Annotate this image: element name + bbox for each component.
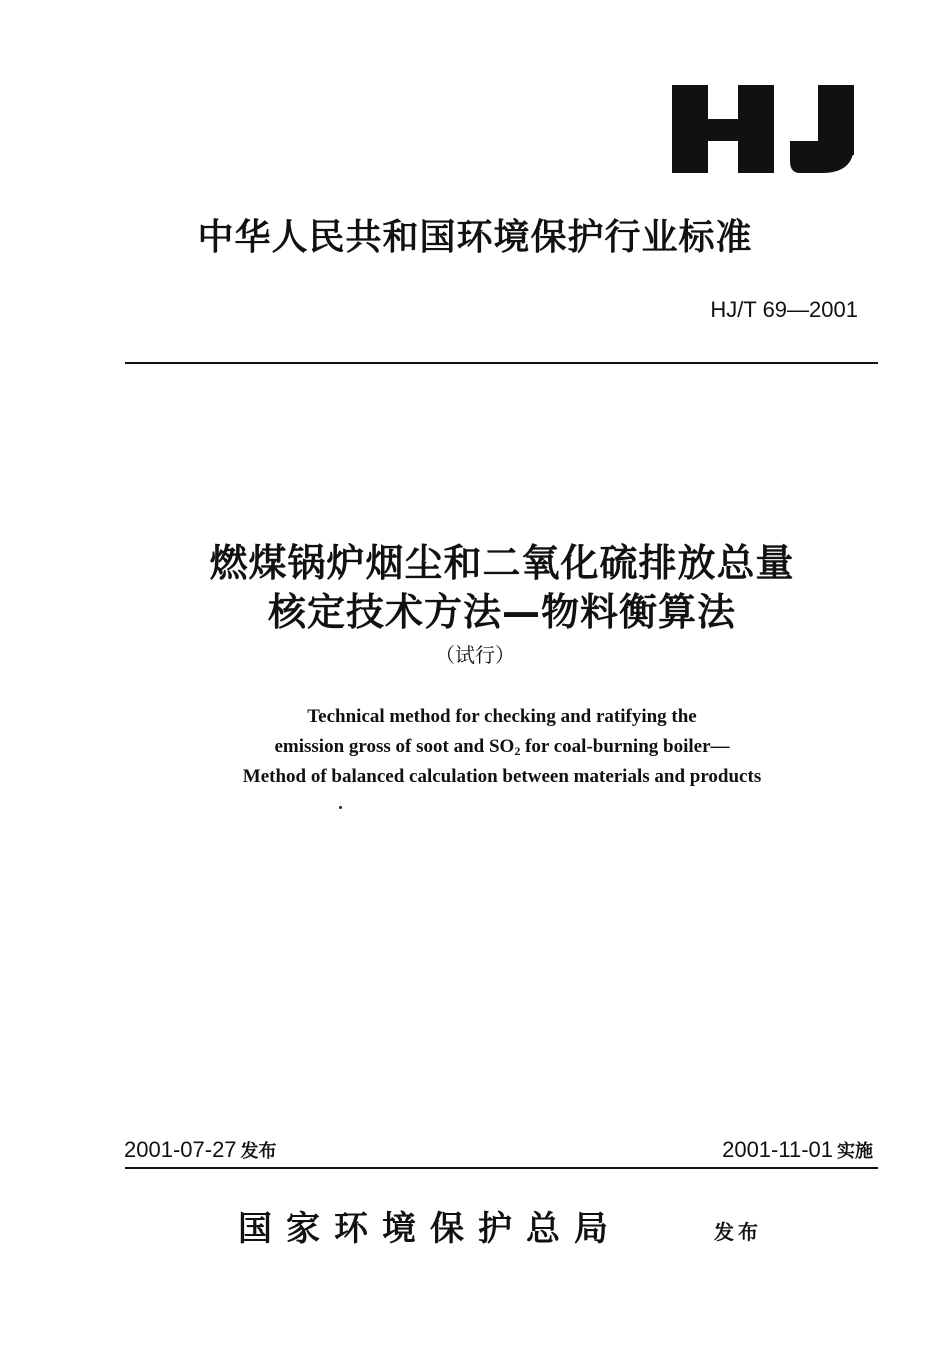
title-cn-line1: 燃煤锅炉烟尘和二氧化硫排放总量	[209, 541, 795, 585]
org-title: 中华人民共和国环境保护行业标准	[197, 217, 753, 258]
title-en-line2-start: emission gross of soot and SO	[274, 736, 515, 757]
publish-label: 发布	[714, 1220, 762, 1244]
title-en-line1: Technical method for checking and ratifying the	[307, 706, 697, 727]
issue-date-block	[124, 1134, 277, 1168]
title-cn-trial-note: （试行）	[435, 643, 515, 667]
implement-date-block	[722, 1134, 873, 1168]
stray-mark	[339, 806, 342, 809]
title-en-line2	[0, 732, 950, 766]
standard-number: HJ/T 69—2001	[710, 297, 858, 322]
publisher-name: 国家环境保护总局	[238, 1209, 622, 1249]
title-en-line2-end: for coal-burning boiler—	[520, 736, 730, 757]
title-cn-line2: 核定技术方法—物料衡算法	[267, 590, 736, 634]
implement-date: 2001-11-01	[722, 1137, 833, 1162]
header-divider	[125, 362, 878, 364]
footer-divider	[125, 1167, 878, 1169]
issue-date: 2001-07-27	[124, 1137, 237, 1162]
issue-label: 发布	[240, 1141, 277, 1162]
hj-logo	[672, 85, 856, 173]
implement-label: 实施	[837, 1141, 873, 1162]
title-en-line3: Method of balanced calculation between materials and products	[242, 766, 762, 787]
title-en-line2-subscript: 2	[514, 744, 521, 758]
